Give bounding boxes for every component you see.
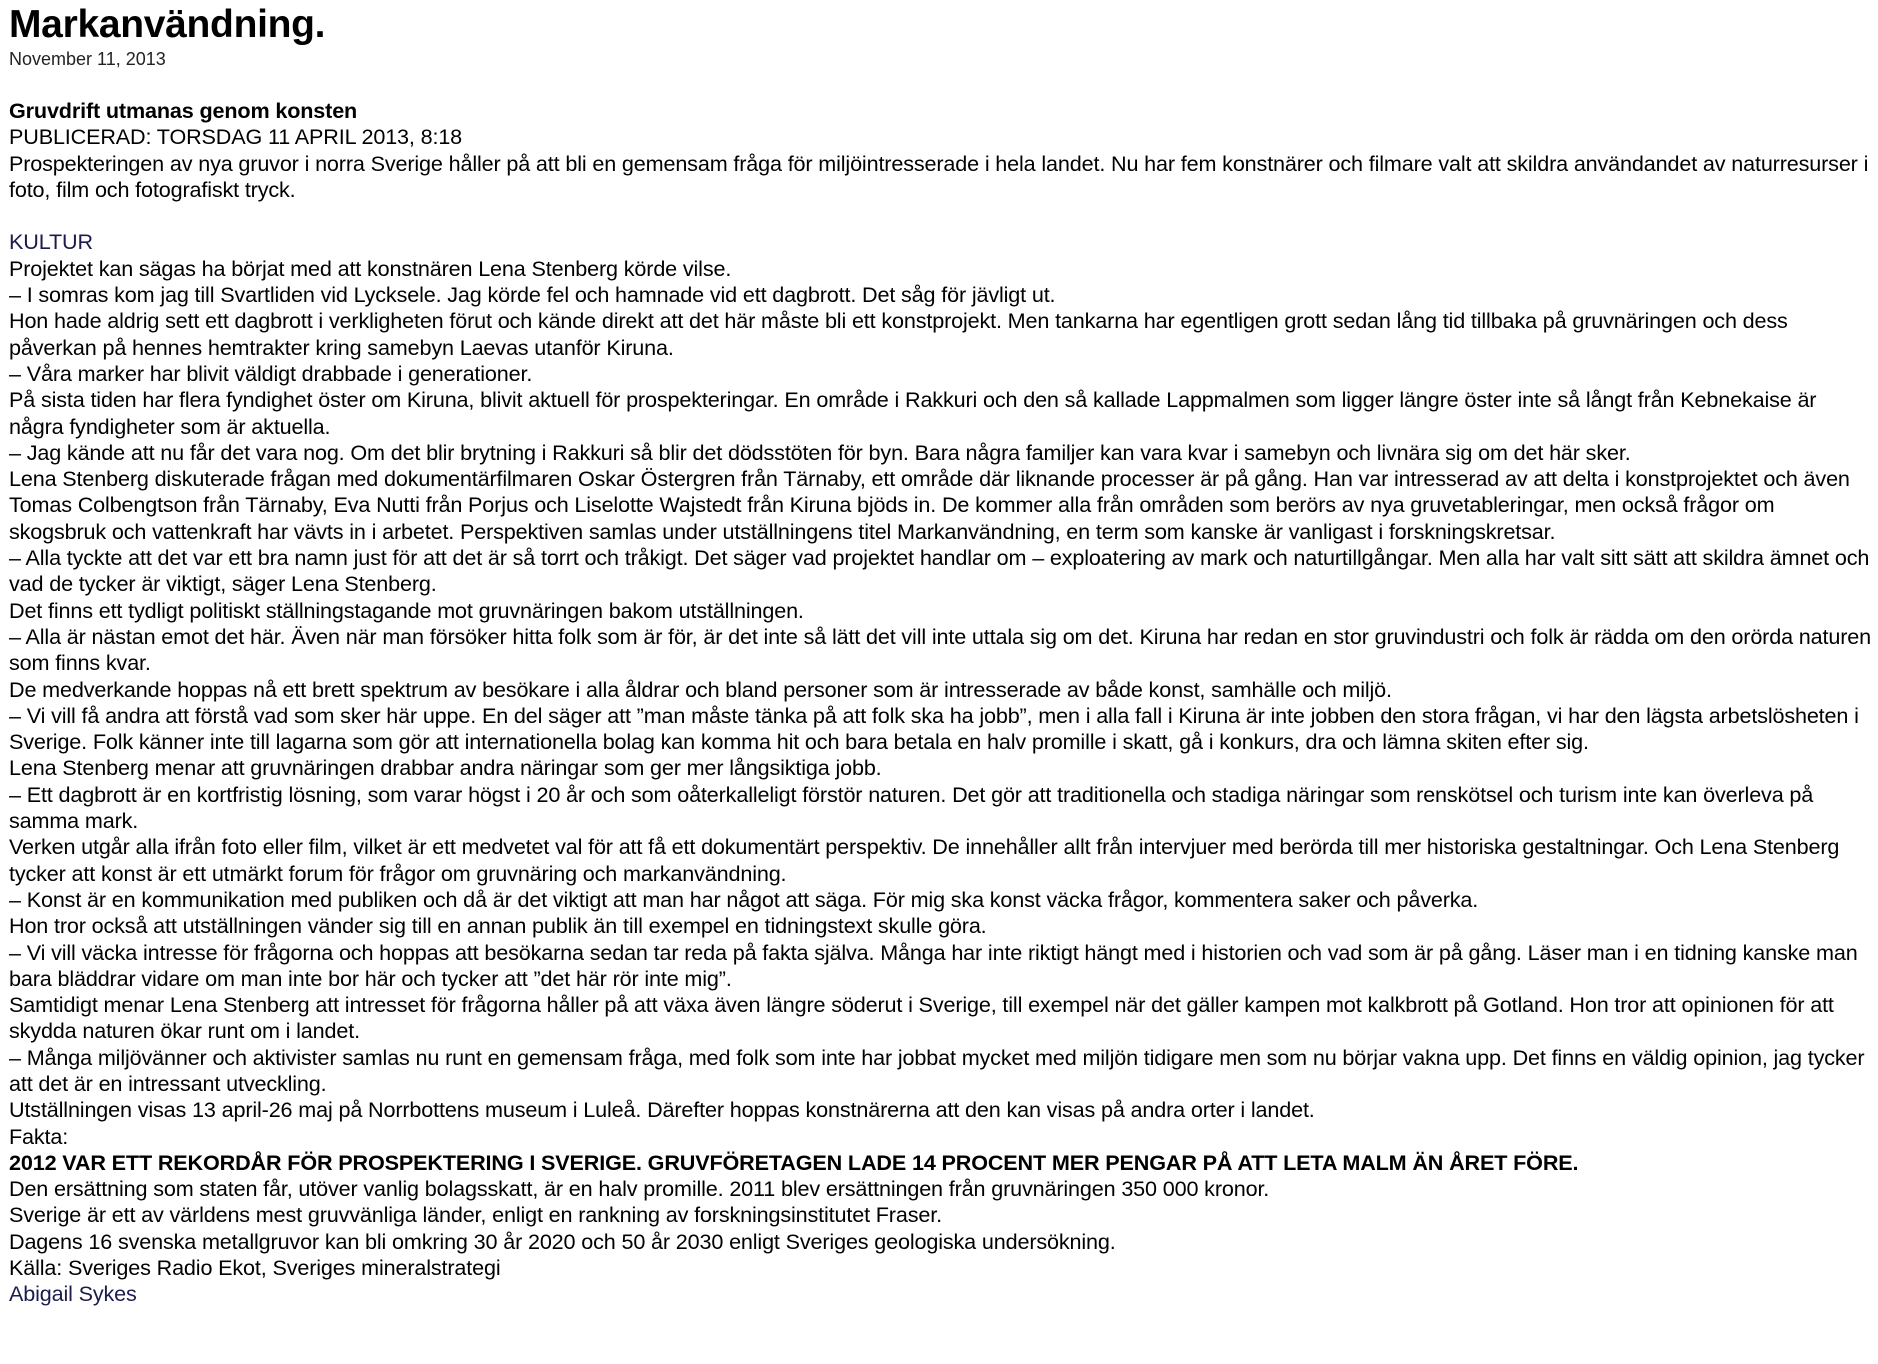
article-paragraph: – Jag kände att nu får det vara nog. Om det blir brytning i Rakkuri så blir det dödsstöten för byn. Bara några familjer kan vara kvar i samebyn och livnära sig om det här sker. [9, 439, 1631, 465]
article-paragraph: Verken utgår alla ifrån foto eller film, vilket är ett medvetet val för att få ett dokumentärt perspektiv. De innehåller allt från intervjuer med berörda till mer historiska gestaltningar. Och Lena Stenberg tycker att konst är ett utmärkt forum för frågor om gruvnäring och markanvändning. [9, 834, 1840, 886]
article-paragraph: Det finns ett tydligt politiskt ställningstagande mot gruvnäringen bakom utställningen. [9, 597, 804, 623]
article-paragraph: Projektet kan sägas ha börjat med att konstnären Lena Stenberg körde vilse. [9, 255, 732, 281]
article-paragraph: Lena Stenberg menar att gruvnäringen drabbar andra näringar som ger mer långsiktiga jobb. [9, 755, 882, 781]
article-paragraphs [9, 256, 1875, 1124]
facts-list [9, 1176, 1875, 1281]
article-paragraph: – Konst är en kommunikation med publiken och då är det viktigt att man har något att säga. För mig ska konst väcka frågor, kommentera saker och påverka. [9, 886, 1479, 912]
article-paragraph: – I somras kom jag till Svartliden vid Lycksele. Jag körde fel och hamnade vid ett dagbrott. Det såg för jävligt ut. [9, 282, 1056, 308]
post-body [9, 98, 1875, 1308]
article-intro: Prospekteringen av nya gruvor i norra Sverige håller på att bli en gemensam fråga för miljöintresserade i hela landet. Nu har fem konstnärer och filmare valt att skildra användandet av naturresurser i foto, film och fotografiskt tryck. [9, 150, 1869, 202]
article-paragraph: – Vi vill väcka intresse för frågorna och hoppas att besökarna sedan tar reda på fakta själva. Många har inte riktigt hängt med i historien och vad som är på gång. Läser man i en tidning kanske man bara bläddrar vidare om man inte bor här och tycker att ”det här rör inte mig”. [9, 939, 1858, 991]
article-paragraph: – Ett dagbrott är en kortfristig lösning, som varar högst i 20 år och som oåterkalleligt förstör naturen. Det gör att traditionella och stadiga näringar som renskötsel och turism inte kan överleva på samma mark. [9, 781, 1814, 834]
author-link[interactable]: Abigail Sykes [9, 1281, 137, 1307]
article-paragraph: – Alla tyckte att det var ett bra namn just för att det är så torrt och tråkigt. Det säger vad projektet handlar om – exploatering av mark och naturtillgångar. Men alla har valt sitt sätt att skildra ämnet och vad de tycker är viktigt, säger Lena Stenberg. [9, 545, 1870, 597]
article-paragraph: På sista tiden har flera fyndighet öster om Kiruna, blivit aktuell för prospekteringar. En område i Rakkuri och den så kallade Lappmalmen som ligger längre öster inte så långt från Kebnekaise är några fyndigheter som är aktuella. [9, 387, 1817, 439]
article-paragraph: Hon tror också att utställningen vänder sig till en annan publik än till exempel en tidningstext skulle göra. [9, 913, 987, 939]
fact-item: Källa: Sveriges Radio Ekot, Sveriges mineralstrategi [9, 1255, 501, 1281]
facts-headline: 2012 VAR ETT REKORDÅR FÖR PROSPEKTERING I SVERIGE. GRUVFÖRETAGEN LADE 14 PROCENT MER PENGAR PÅ ATT LETA MALM ÄN ÅRET FÖRE. [9, 1149, 1579, 1175]
fact-item: Sverige är ett av världens mest gruvvänliga länder, enligt en rankning av forskningsinstitutet Fraser. [9, 1202, 942, 1228]
article-paragraph: Lena Stenberg diskuterade frågan med dokumentärfilmaren Oskar Östergren från Tärnaby, ett område där liknande processer är på gång. Han var intresserad av att delta i konstprojektet och även Tomas Colbengtson från Tärnaby, Eva Nutti från Porjus och Liselotte Wajstedt från Kiruna bjöds in. De kommer alla från områden som berörs av nya gruvetableringar, men också frågor om skogsbruk och vattenkraft har vävts in i arbetet. Perspektiven samlas under utställningens titel Markanvändning, en term som kanske är vanligast i forskningskretsar. [9, 466, 1850, 544]
spacer [9, 203, 1875, 229]
facts-label: Fakta: [9, 1123, 69, 1149]
category-link[interactable]: KULTUR [9, 229, 93, 255]
published-line: PUBLICERAD: TORSDAG 11 APRIL 2013, 8:18 [9, 124, 463, 150]
article-paragraph: – Våra marker har blivit väldigt drabbade i generationer. [9, 360, 533, 386]
article-paragraph: – Alla är nästan emot det här. Även när man försöker hitta folk som är för, är det inte så lätt det vill inte uttala sig om det. Kiruna har redan en stor gruvindustri och folk är rädda om den orörda naturen som finns kvar. [9, 623, 1871, 676]
article-paragraph: Utställningen visas 13 april-26 maj på Norrbottens museum i Luleå. Därefter hoppas konstnärerna att den kan visas på andra orter i landet. [9, 1097, 1315, 1123]
post-title: Markanvändning. [9, 3, 326, 46]
fact-item: Den ersättning som staten får, utöver vanlig bolagsskatt, är en halv promille. 2011 blev ersättningen från gruvnäringen 350 000 kronor. [9, 1176, 1270, 1202]
blog-post [9, 0, 1875, 1308]
post-date: November 11, 2013 [9, 49, 166, 69]
article-paragraph: Hon hade aldrig sett ett dagbrott i verkligheten förut och kände direkt att det här måste bli ett konstprojekt. Men tankarna har egentligen grott sedan lång tid tillbaka på gruvnäringen och dess påverkan på hennes hemtrakter kring samebyn Laevas utanför Kiruna. [9, 308, 1788, 360]
fact-item: Dagens 16 svenska metallgruvor kan bli omkring 30 år 2020 och 50 år 2030 enligt Sveriges geologiska undersökning. [9, 1228, 1116, 1254]
article-paragraph: – Vi vill få andra att förstå vad som sker här uppe. En del säger att ”man måste tänka på att folk ska ha jobb”, men i alla fall i Kiruna är inte jobben den stora frågan, vi har den lägsta arbetslösheten i Sverige. Folk känner inte till lagarna som gör att internationella bolag kan komma hit och bara betala en halv promille i skatt, gå i konkurs, dra och lämna skiten efter sig. [9, 702, 1859, 755]
article-paragraph: – Många miljövänner och aktivister samlas nu runt en gemensam fråga, med folk som inte har jobbat mycket med miljön tidigare men som nu börjar vakna upp. Det finns en väldig opinion, jag tycker att det är en intressant utveckling. [9, 1044, 1865, 1096]
article-paragraph: Samtidigt menar Lena Stenberg att intresset för frågorna håller på att växa även längre söderut i Sverige, till exempel när det gäller kampen mot kalkbrott på Gotland. Hon tror att opinionen för att skydda naturen ökar runt om i landet. [9, 992, 1834, 1044]
article-title: Gruvdrift utmanas genom konsten [9, 98, 358, 123]
article-paragraph: De medverkande hoppas nå ett brett spektrum av besökare i alla åldrar och bland personer som är intresserade av både konst, samhälle och miljö. [9, 676, 1392, 702]
